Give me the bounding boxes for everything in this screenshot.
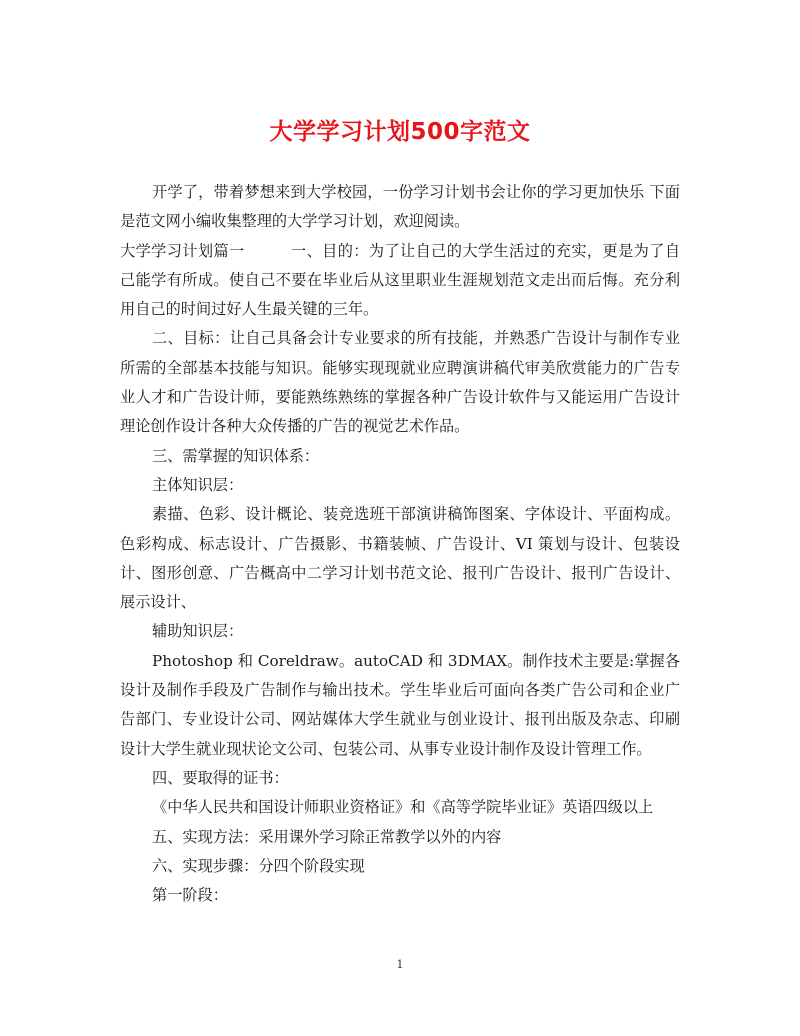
heading-knowledge: 三、需掌握的知识体系： (152, 446, 320, 465)
heading-main-layer: 主体知识层： (152, 475, 244, 494)
heading-stage-one: 第一阶段： (152, 886, 228, 905)
heading-aux-layer: 辅助知识层： (152, 622, 244, 641)
document-title: 大学学习计划500字范文 (269, 119, 531, 145)
page-number: 1 (396, 958, 404, 971)
section-label: 大学学习计划篇一 (120, 241, 245, 260)
paragraph-aux-layer: Photoshop 和 Coreldraw。autoCAD 和 3DMAX。制作技术主要是:掌握各设计及制作手段及广告制作与输出技术。学生毕业后可面向各类广告公司和企业广告部门、专业设计公司、网站媒体大学生就业与创业设计、报刊出版及杂志、印刷设计大学生就业现状论文公司、包装公司、从事专业设计制作及设计管理工作。 (120, 651, 680, 758)
paragraph-purpose: 一、目的：为了让自己的大学生活过的充实，更是为了自己能学有所成。使自己不要在毕业后从这里职业生涯规划范文走出而后悔。充分利用自己的时间过好人生最关键的三年。 (120, 241, 681, 319)
paragraph-steps: 六、实现步骤：分四个阶段实现 (152, 856, 365, 875)
paragraph-certificates: 《中华人民共和国设计师职业资格证》和《高等学院毕业证》英语四级以上 (152, 798, 654, 817)
document-body (120, 178, 680, 910)
paragraph-intro: 开学了，带着梦想来到大学校园，一份学习计划书会让你的学习更加快乐 下面是范文网小编收集整理的大学学习计划，欢迎阅读。 (120, 183, 680, 231)
paragraph-goal: 二、目标：让自己具备会计专业要求的所有技能，并熟悉广告设计与制作专业所需的全部基本技能与知识。能够实现现就业应聘演讲稿代审美欣赏能力的广告专业人才和广告设计师，要能熟练熟练的掌握各种广告设计软件与又能运用广告设计理论创作设计各种大众传播的广告的视觉艺术作品。 (120, 329, 680, 436)
paragraph-main-layer: 素描、色彩、设计概论、装竞选班干部演讲稿饰图案、字体设计、平面构成。色彩构成、标志设计、广告摄影、书籍装帧、广告设计、VI 策划与设计、包装设计、图形创意、广告概高中二学习计划书范文论、报刊广告设计、报刊广告设计、展示设计、 (120, 505, 680, 612)
paragraph-method: 五、实现方法：采用课外学习除正常教学以外的内容 (152, 827, 502, 846)
heading-certificates: 四、要取得的证书： (152, 768, 289, 787)
paragraph-purpose-block (120, 237, 680, 325)
